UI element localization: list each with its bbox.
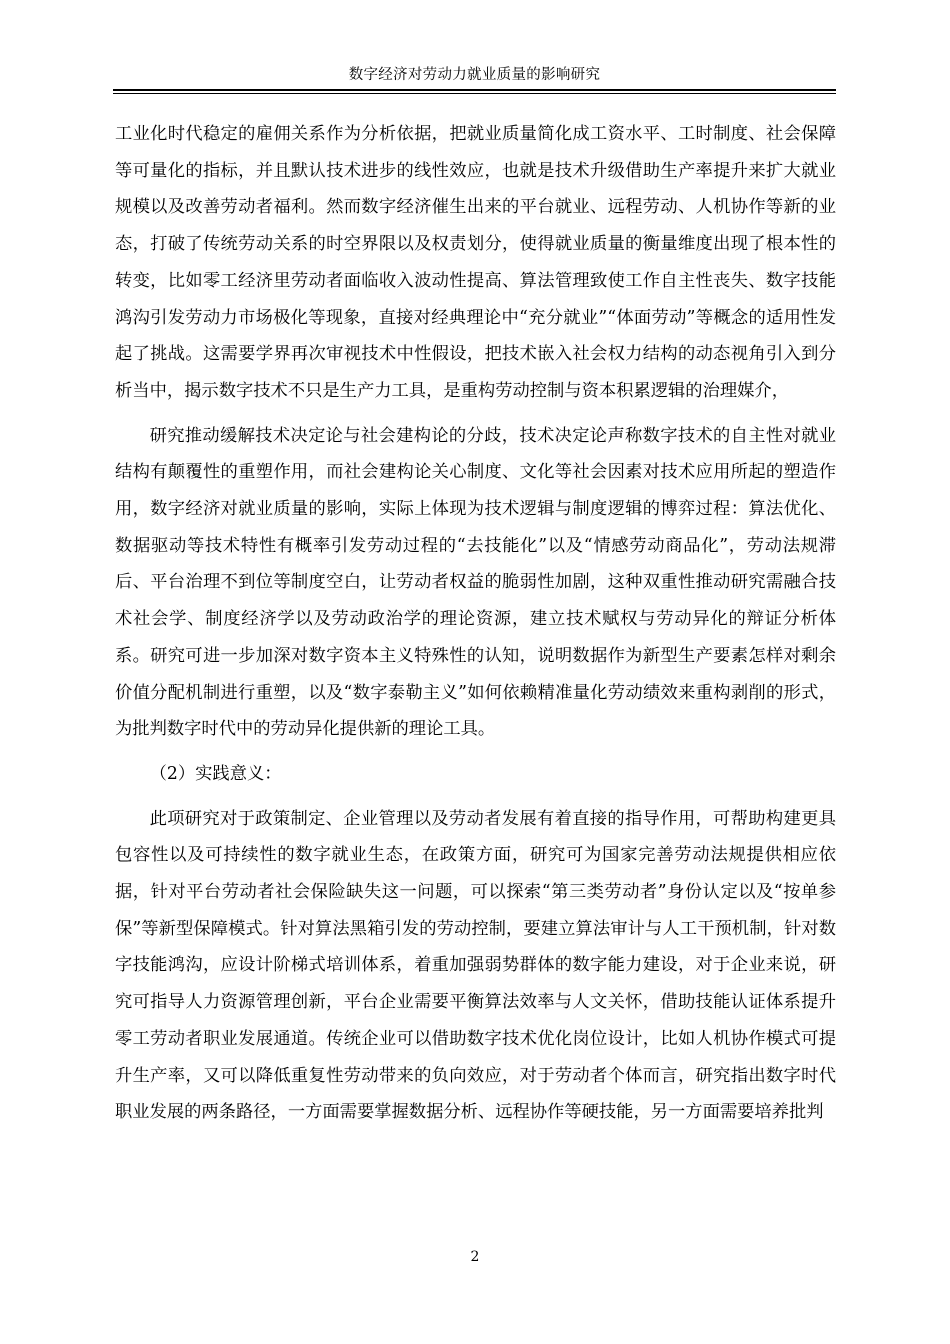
- running-header-title: 数字经济对劳动力就业质量的影响研究: [348, 67, 601, 83]
- body-text: [115, 116, 836, 1131]
- page-number: 2: [470, 1249, 480, 1265]
- paragraph-practical-significance: 此项研究对于政策制定、企业管理以及劳动者发展有着直接的指导作用，可帮助构建更具包容性以及可持续性的数字就业生态，在政策方面，研究可为国家完善劳动法规提供相应依据，针对平台劳动者社会保险缺失这一问题，可以探索“第三类劳动者”身份认定以及“按单参保”等新型保障模式。针对算法黑箱引发的劳动控制，要建立算法审计与人工干预机制，针对数字技能鸿沟，应设计阶梯式培训体系，着重加强弱势群体的数字能力建设，对于企业来说，研究可指导人力资源管理创新，平台企业需要平衡算法效率与人文关怀，借助技能认证体系提升零工劳动者职业发展通道。传统企业可以借助数字技术优化岗位设计，比如人机协作模式可提升生产率，又可以降低重复性劳动带来的负向效应，对于劳动者个体而言，研究指出数字时代职业发展的两条路径，一方面需要掌握数据分析、远程协作等硬技能，另一方面需要培养批判: [115, 808, 836, 1123]
- paragraph-theory-significance: 研究推动缓解技术决定论与社会建构论的分歧，技术决定论声称数字技术的自主性对就业结构有颠覆性的重塑作用，而社会建构论关心制度、文化等社会因素对技术应用所起的塑造作用，数字经济对就业质量的影响，实际上体现为技术逻辑与制度逻辑的博弈过程：算法优化、数据驱动等技术特性有概率引发劳动过程的“去技能化”以及“情感劳动商品化”，劳动法规滞后、平台治理不到位等制度空白，让劳动者权益的脆弱性加剧，这种双重性推动研究需融合技术社会学、制度经济学以及劳动政治学的理论资源，建立技术赋权与劳动异化的辩证分析体系。研究可进一步加深对数字资本主义特殊性的认知，说明数据作为新型生产要素怎样对剩余价值分配机制进行重塑，以及“数字泰勒主义”如何依赖精准量化劳动绩效来重构剥削的形式，为批判数字时代中的劳动异化提供新的理论工具。: [115, 425, 836, 740]
- header-rule-thick: [113, 89, 836, 91]
- section-heading-practical-significance: （2）实践意义：: [149, 763, 282, 784]
- header-rule-thin: [113, 93, 836, 94]
- paragraph-continued: 工业化时代稳定的雇佣关系作为分析依据，把就业质量简化成工资水平、工时制度、社会保障等可量化的指标，并且默认技术进步的线性效应，也就是技术升级借助生产率提升来扩大就业规模以及改善劳动者福利。然而数字经济催生出来的平台就业、远程劳动、人机协作等新的业态，打破了传统劳动关系的时空界限以及权责划分，使得就业质量的衡量维度出现了根本性的转变，比如零工经济里劳动者面临收入波动性提高、算法管理致使工作自主性丧失、数字技能鸿沟引发劳动力市场极化等现象，直接对经典理论中“充分就业”“体面劳动”等概念的适用性发起了挑战。这需要学界再次审视技术中性假设，把技术嵌入社会权力结构的动态视角引入到分析当中，揭示数字技术不只是生产力工具，是重构劳动控制与资本积累逻辑的治理媒介，: [115, 124, 836, 401]
